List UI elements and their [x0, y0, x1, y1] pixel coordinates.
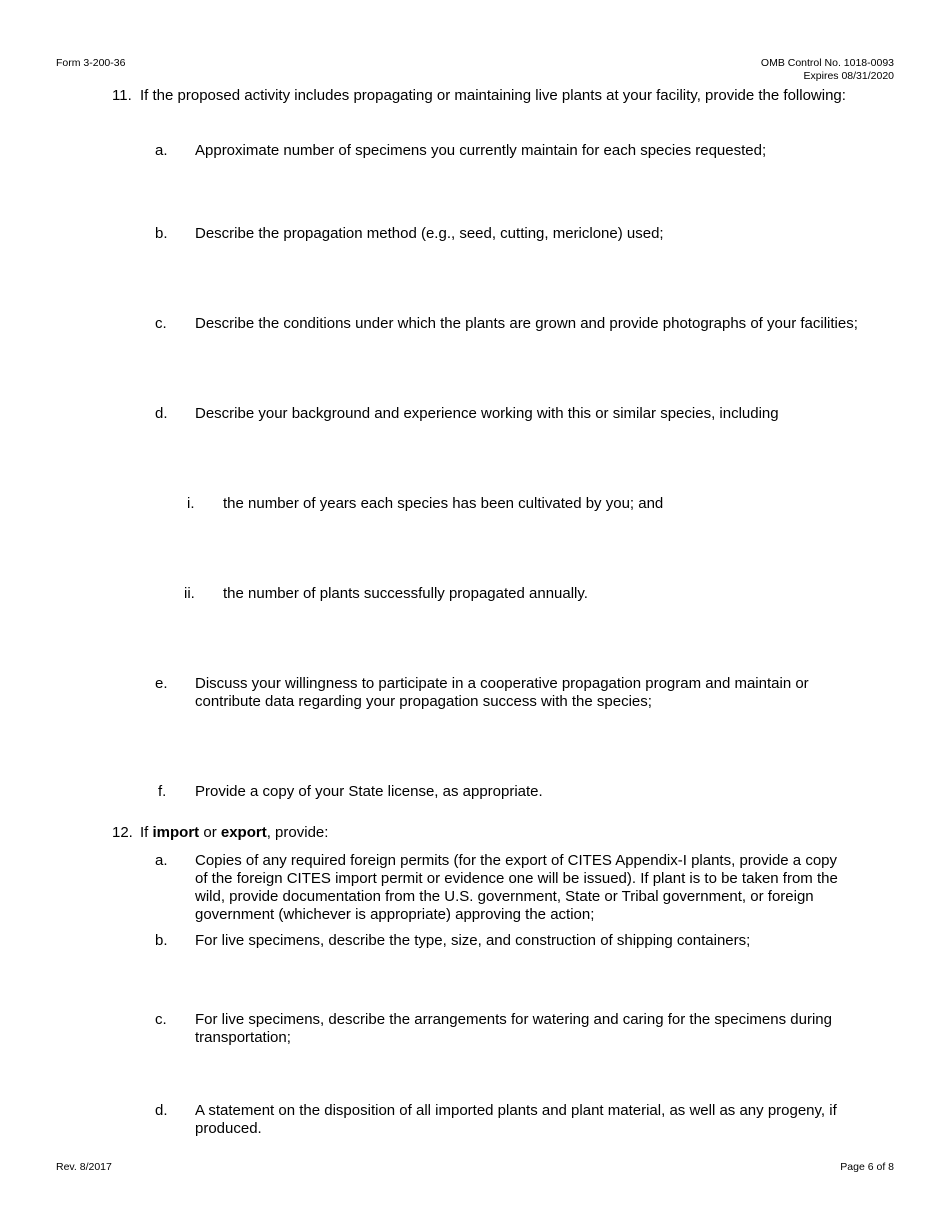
question-number: 11.	[112, 87, 132, 104]
page-number: Page 6 of 8	[840, 1161, 894, 1173]
item-text-line: contribute data regarding your propagation success with the species;	[195, 693, 652, 710]
expiration-date: Expires 08/31/2020	[803, 70, 894, 82]
item-text-line: of the foreign CITES import permit or evidence one will be issued). If plant is to be taken from the	[195, 870, 838, 887]
question-text	[140, 824, 328, 842]
item-label: a.	[155, 852, 168, 869]
item-label: b.	[155, 225, 168, 242]
item-label: b.	[155, 932, 168, 949]
item-text: Describe the propagation method (e.g., seed, cutting, mericlone) used;	[195, 225, 664, 242]
question-text-prefix: If	[140, 824, 153, 841]
item-label: f.	[158, 783, 167, 800]
form-number: Form 3-200-36	[56, 57, 126, 69]
subitem-label: i.	[187, 495, 195, 512]
omb-control-number: OMB Control No. 1018-0093	[760, 57, 894, 69]
item-text: Provide a copy of your State license, as appropriate.	[195, 783, 543, 800]
subitem-text: the number of years each species has been cultivated by you; and	[223, 495, 664, 512]
question-text-mid: or	[199, 824, 221, 841]
export-keyword: export	[220, 824, 267, 841]
item-text-line: A statement on the disposition of all imported plants and plant material, as well as any progeny, if	[195, 1102, 837, 1119]
question-number: 12.	[112, 824, 133, 841]
item-label: c.	[155, 315, 167, 332]
question-text: If the proposed activity includes propagating or maintaining live plants at your facility, provide the following:	[140, 87, 846, 104]
revision-date: Rev. 8/2017	[56, 1161, 112, 1173]
item-text: Describe your background and experience working with this or similar species, including	[195, 405, 779, 422]
question-12	[112, 824, 912, 842]
subitem-label: ii.	[184, 585, 195, 602]
item-text-line: wild, provide documentation from the U.S. government, State or Tribal government, or foreign	[195, 888, 814, 905]
item-label: a.	[155, 142, 168, 159]
item-text	[195, 852, 838, 924]
item-label: e.	[155, 675, 168, 692]
item-label: d.	[155, 405, 168, 422]
item-text-line: Discuss your willingness to participate in a cooperative propagation program and maintain or	[195, 675, 809, 692]
item-text-line: Copies of any required foreign permits (for the export of CITES Appendix-I plants, provide a copy	[195, 852, 837, 869]
item-text-line: produced.	[195, 1120, 262, 1137]
item-text	[195, 675, 809, 711]
omb-block	[761, 57, 894, 83]
item-text: For live specimens, describe the type, size, and construction of shipping containers;	[195, 932, 751, 949]
item-label: c.	[155, 1011, 167, 1028]
item-label: d.	[155, 1102, 168, 1119]
item-text-line: government (whichever is appropriate) approving the action;	[195, 906, 595, 923]
subitem-text: the number of plants successfully propagated annually.	[223, 585, 588, 602]
item-text	[195, 1011, 832, 1047]
item-text	[195, 1102, 837, 1138]
import-keyword: import	[152, 824, 200, 841]
item-text-line: For live specimens, describe the arrangements for watering and caring for the specimens during	[195, 1011, 832, 1028]
question-11	[112, 87, 912, 105]
item-text: Approximate number of specimens you currently maintain for each species requested;	[195, 142, 767, 159]
item-text: Describe the conditions under which the plants are grown and provide photographs of your facilities;	[195, 315, 858, 332]
item-text-line: transportation;	[195, 1029, 291, 1046]
question-text-suffix: , provide:	[266, 824, 329, 841]
